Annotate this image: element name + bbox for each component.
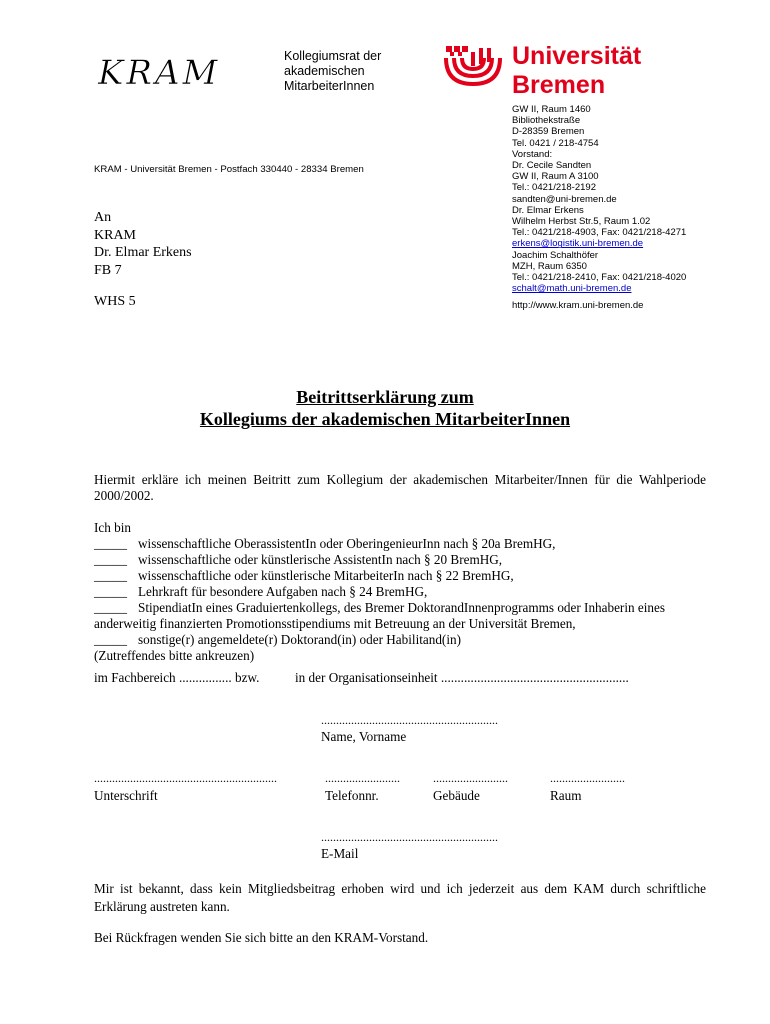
contact-line: Tel.: 0421/218-4903, Fax: 0421/218-4271 — [512, 227, 687, 239]
email-link-erkens[interactable]: erkens@logistik.uni-bremen.de — [512, 238, 644, 250]
declaration-body — [94, 472, 706, 664]
option-label: wissenschaftliche oder künstlerische MitarbeiterIn nach § 22 BremHG, — [138, 568, 514, 583]
checkbox-blank[interactable]: _____ — [94, 584, 127, 599]
name-field[interactable]: ........................................................... — [321, 713, 498, 727]
ich-bin-label: Ich bin — [94, 520, 131, 535]
fachbereich-field[interactable]: im Fachbereich ................ bzw. — [94, 670, 260, 685]
return-address: KRAM - Universität Bremen - Postfach 330440 - 28334 Bremen — [94, 164, 364, 175]
contact-line: Wilhelm Herbst Str.5, Raum 1.02 — [512, 216, 651, 228]
signature-label: Unterschrift — [94, 788, 158, 803]
website-url: http://www.kram.uni-bremen.de — [512, 300, 644, 312]
questions-note: Bei Rückfragen wenden Sie sich bitte an den KRAM-Vorstand. — [94, 930, 429, 945]
university-name-line: Bremen — [512, 71, 606, 99]
contact-line: sandten@uni-bremen.de — [512, 193, 617, 205]
council-line: Kollegiumsrat der — [284, 49, 382, 63]
building-field[interactable]: ......................... — [433, 771, 508, 785]
title-line: Beitrittserklärung zum — [296, 387, 474, 407]
contact-line: D-28359 Bremen — [512, 126, 585, 138]
kram-logo — [96, 48, 246, 98]
option-row[interactable] — [94, 600, 706, 616]
room-field[interactable]: ......................... — [550, 771, 625, 785]
room-label: Raum — [550, 788, 582, 803]
contact-line: GW II, Raum 1460 — [512, 104, 591, 115]
building-label: Gebäude — [433, 788, 480, 803]
checkbox-blank[interactable]: _____ — [94, 600, 127, 615]
council-name — [284, 49, 424, 94]
intro-text: Hiermit erkläre ich meinen Beitritt zum Kollegium der akademischen Mitarbeiter/Innen für die Wahlperiode 2000/2002. — [94, 472, 706, 503]
checkbox-blank[interactable]: _____ — [94, 632, 127, 647]
option-row[interactable] — [94, 536, 706, 552]
contact-line: Tel.: 0421/218-2192 — [512, 182, 596, 194]
checkbox-blank[interactable]: _____ — [94, 568, 127, 583]
option-label: Lehrkraft für besondere Aufgaben nach § 24 BremHG, — [138, 584, 428, 599]
option-row[interactable] — [94, 568, 706, 584]
option-row[interactable] — [94, 584, 706, 600]
department-line — [94, 670, 629, 686]
contact-line: Dr. Cecile Sandten — [512, 160, 592, 172]
addressee-line: FB 7 — [94, 262, 122, 278]
tick-hint: (Zutreffendes bitte ankreuzen) — [94, 648, 255, 663]
option-label: sonstige(r) angemeldete(r) Doktorand(in) oder Habilitand(in) — [138, 632, 461, 647]
option-row[interactable] — [94, 552, 706, 568]
organisation-field[interactable]: in der Organisationseinheit ......................................................... — [295, 670, 629, 685]
council-line: akademischen — [284, 64, 365, 78]
title-line: Kollegiums der akademischen MitarbeiterInnen — [199, 409, 571, 429]
checkbox-blank[interactable]: _____ — [94, 552, 127, 567]
phone-field[interactable]: ......................... — [325, 771, 400, 785]
option-label: StipendiatIn eines Graduiertenkollegs, des Bremer DoktorandInnenprogramms oder Inhaberin eines — [138, 600, 665, 615]
email-label: E-Mail — [321, 846, 359, 861]
option-label: wissenschaftliche OberassistentIn oder OberingenieurInn nach § 20a BremHG, — [138, 536, 556, 551]
addressee-line: Dr. Elmar Erkens — [94, 245, 192, 261]
addressee-line: KRAM — [94, 227, 137, 243]
signature-field[interactable]: ............................................................. — [94, 771, 277, 785]
university-name-line: Universität — [512, 42, 642, 70]
council-line: MitarbeiterInnen — [284, 79, 375, 93]
option-label: wissenschaftliche oder künstlerische AssistentIn nach § 20 BremHG, — [138, 552, 503, 567]
contact-line: Joachim Schalthöfer — [512, 249, 599, 261]
email-field[interactable]: ........................................................... — [321, 830, 498, 844]
option-label-continued: anderweitig finanzierten Promotionsstipendiums mit Betreuung an der Universität Bremen, — [94, 616, 576, 631]
option-row[interactable] — [94, 632, 706, 648]
document-title — [0, 386, 770, 430]
contact-line: GW II, Raum A 3100 — [512, 171, 599, 183]
addressee-block — [94, 209, 192, 311]
kram-logo-text: KRAM — [98, 53, 221, 93]
contact-line: Vorstand: — [512, 148, 553, 160]
addressee-line: An — [94, 210, 112, 225]
contact-line: Tel.: 0421/218-2410, Fax: 0421/218-4020 — [512, 272, 687, 284]
contact-line: Dr. Elmar Erkens — [512, 204, 584, 216]
membership-notice: Mir ist bekannt, dass kein Mitgliedsbeitrag erhoben wird und ich jederzeit aus dem KAM durch schriftliche Erklärung austreten kann. — [94, 881, 706, 914]
university-logo-icon — [442, 44, 504, 88]
phone-label: Telefonnr. — [325, 788, 379, 803]
contact-block — [512, 104, 686, 312]
email-link-schalt[interactable]: schalt@math.uni-bremen.de — [512, 283, 632, 295]
contact-line: Bibliothekstraße — [512, 115, 581, 127]
checkbox-blank[interactable]: _____ — [94, 536, 127, 551]
addressee-building: WHS 5 — [94, 294, 136, 310]
contact-line: MZH, Raum 6350 — [512, 260, 587, 272]
contact-line: Tel. 0421 / 218-4754 — [512, 137, 599, 149]
university-name — [512, 42, 641, 100]
name-label: Name, Vorname — [321, 729, 407, 744]
